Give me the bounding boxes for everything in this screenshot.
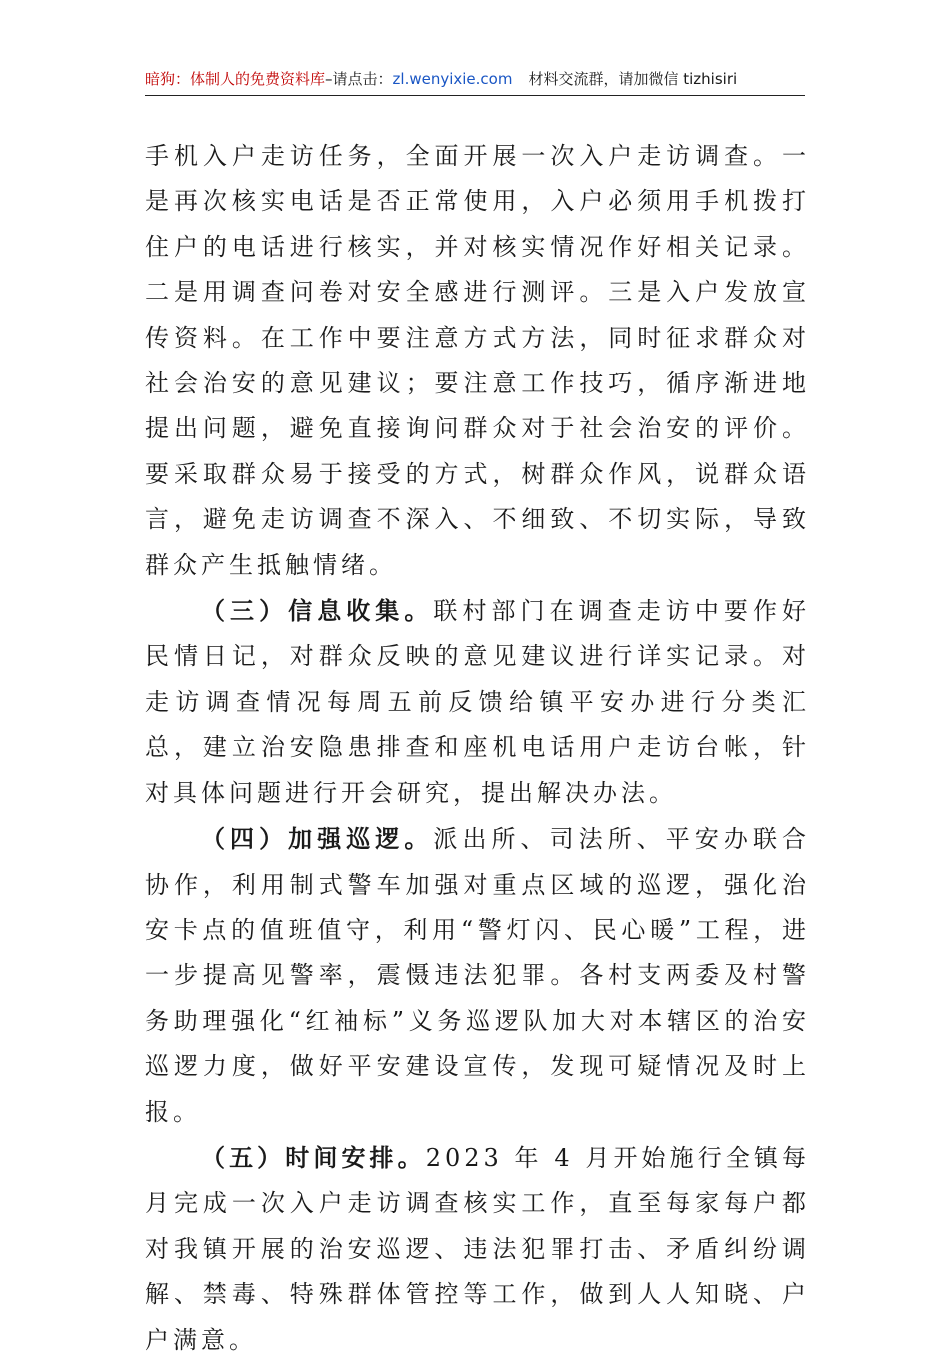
- paragraph-schedule: [145, 1135, 810, 1363]
- paragraph-heading: （三）信息收集。: [201, 596, 434, 626]
- header-prompt: –请点击：: [325, 70, 393, 88]
- document-body: [145, 134, 810, 1363]
- paragraph-text: 联村部门在调查走访中要作好民情日记，对群众反映的意见建议进行详实记录。对走访调查情况每周五前反馈给镇平安办进行分类汇总，建立治安隐患排查和座机电话用户走访台帐，针对具体问题进行开会研究，提出解决办法。: [145, 597, 811, 807]
- paragraph-continuation: [145, 134, 810, 588]
- header-url-link[interactable]: zl.wenyixie.com: [392, 70, 513, 88]
- header-divider: [145, 95, 805, 96]
- header-brand: 暗狗：体制人的免费资料库: [145, 70, 326, 88]
- paragraph-patrol: [145, 816, 810, 1135]
- paragraph-text: 手机入户走访任务，全面开展一次入户走访调查。一是再次核实电话是否正常使用，入户必须用手机拨打住户的电话进行核实，并对核实情况作好相关记录。二是用调查问卷对安全感进行测评。三是入户发放宣传资料。在工作中要注意方式方法，同时征求群众对社会治安的意见建议；要注意工作技巧，循序渐进地提出问题，避免直接询问群众对于社会治安的评价。要采取群众易于接受的方式，树群众作风，说群众语言，避免走访调查不深入、不细致、不切实际，导致群众产生抵触情绪。: [145, 142, 810, 579]
- paragraph-text: 2023 年 4 月开始施行全镇每月完成一次入户走访调查核实工作，直至每家每户都对我镇开展的治安巡逻、违法犯罪打击、矛盾纠纷调解、禁毒、特殊群体管控等工作，做到人人知晓、户户满意。: [145, 1143, 811, 1354]
- paragraph-heading: （五）时间安排。: [201, 1142, 426, 1172]
- paragraph-info-collection: [145, 588, 810, 816]
- page-header: [145, 64, 805, 94]
- header-contact: 材料交流群，请加微信 tizhisiri: [528, 70, 738, 88]
- paragraph-text: 派出所、司法所、平安办联合协作，利用制式警车加强对重点区域的巡逻，强化治安卡点的值班值守，利用“警灯闪、民心暖”工程，进一步提高见警率，震慑违法犯罪。各村支两委及村警务助理强化“红袖标”义务巡逻队加大对本辖区的治安巡逻力度，做好平安建设宣传，发现可疑情况及时上报。: [145, 825, 811, 1126]
- paragraph-heading: （四）加强巡逻。: [201, 824, 434, 854]
